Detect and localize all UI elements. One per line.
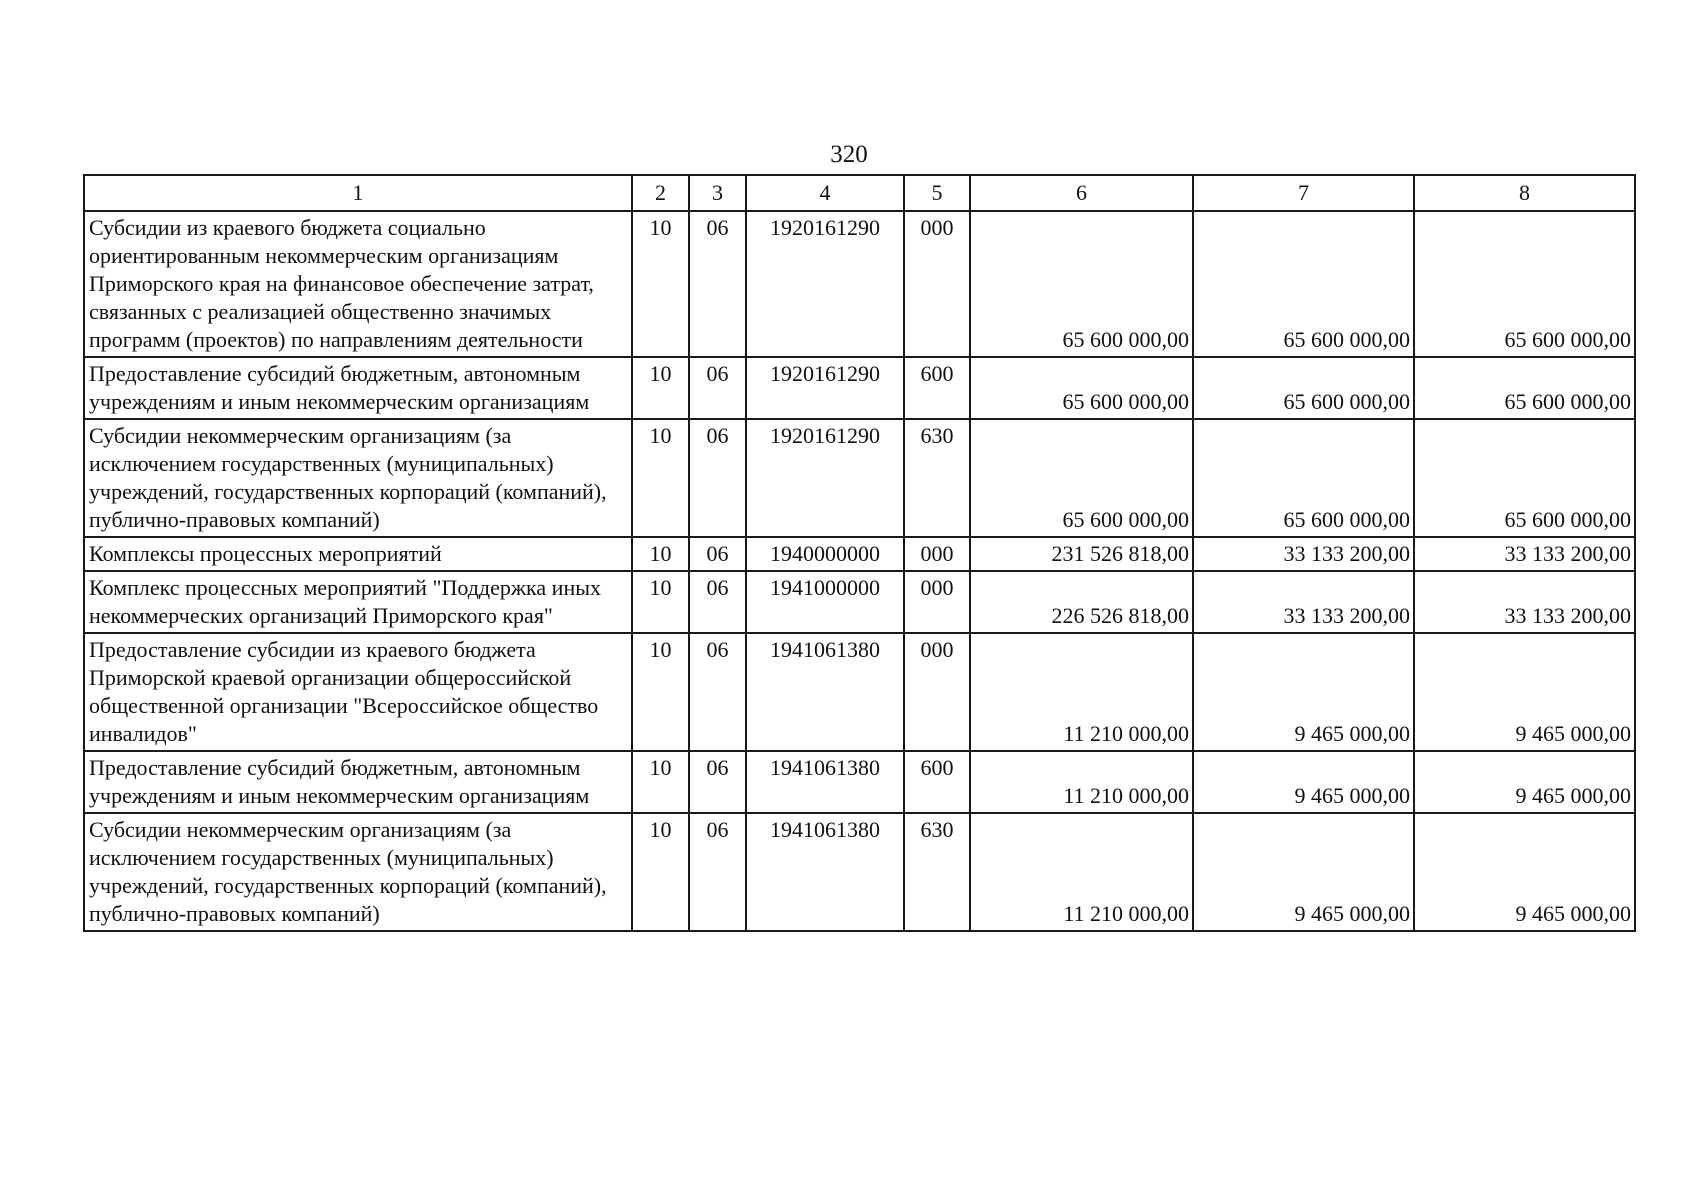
row-target-code: 1920161290 bbox=[746, 211, 904, 357]
row-section: 10 bbox=[632, 571, 689, 633]
row-subsection: 06 bbox=[689, 357, 746, 419]
row-name: Комплексы процессных мероприятий bbox=[84, 537, 632, 571]
header-cell: 6 bbox=[970, 175, 1193, 211]
row-subsection: 06 bbox=[689, 813, 746, 931]
row-amount-8: 9 465 000,00 bbox=[1414, 751, 1635, 813]
row-amount-7: 65 600 000,00 bbox=[1193, 419, 1414, 537]
row-amount-7: 9 465 000,00 bbox=[1193, 751, 1414, 813]
row-amount-6: 11 210 000,00 bbox=[970, 751, 1193, 813]
row-expense-type: 600 bbox=[904, 751, 970, 813]
row-expense-type: 630 bbox=[904, 419, 970, 537]
row-subsection: 06 bbox=[689, 633, 746, 751]
row-amount-6: 65 600 000,00 bbox=[970, 419, 1193, 537]
row-amount-8: 65 600 000,00 bbox=[1414, 211, 1635, 357]
table-row bbox=[84, 357, 1635, 419]
header-cell: 7 bbox=[1193, 175, 1414, 211]
row-amount-6: 11 210 000,00 bbox=[970, 633, 1193, 751]
row-expense-type: 000 bbox=[904, 633, 970, 751]
row-name: Субсидии из краевого бюджета социально ориентированным некоммерческим организациям Приморского края на финансовое обеспечение затрат, связанных с реализацией общественно значимых программ (проектов) по направлениям деятельности bbox=[84, 211, 632, 357]
row-section: 10 bbox=[632, 751, 689, 813]
row-amount-6: 65 600 000,00 bbox=[970, 357, 1193, 419]
row-amount-6: 65 600 000,00 bbox=[970, 211, 1193, 357]
row-expense-type: 000 bbox=[904, 571, 970, 633]
header-cell: 4 bbox=[746, 175, 904, 211]
page-number: 320 bbox=[830, 141, 868, 168]
row-amount-7: 65 600 000,00 bbox=[1193, 357, 1414, 419]
row-amount-6: 11 210 000,00 bbox=[970, 813, 1193, 931]
row-amount-7: 65 600 000,00 bbox=[1193, 211, 1414, 357]
row-amount-7: 9 465 000,00 bbox=[1193, 813, 1414, 931]
row-subsection: 06 bbox=[689, 419, 746, 537]
row-name: Субсидии некоммерческим организациям (за исключением государственных (муниципальных) учреждений, государственных корпораций (компаний), публично-правовых компаний) bbox=[84, 419, 632, 537]
row-section: 10 bbox=[632, 357, 689, 419]
row-amount-6: 226 526 818,00 bbox=[970, 571, 1193, 633]
row-name: Предоставление субсидии из краевого бюджета Приморской краевой организации общероссийской общественной организации "Всероссийское общество инвалидов" bbox=[84, 633, 632, 751]
header-cell: 3 bbox=[689, 175, 746, 211]
table-row bbox=[84, 571, 1635, 633]
table-row bbox=[84, 419, 1635, 537]
row-target-code: 1941061380 bbox=[746, 813, 904, 931]
row-amount-8: 33 133 200,00 bbox=[1414, 571, 1635, 633]
row-section: 10 bbox=[632, 211, 689, 357]
header-cell: 8 bbox=[1414, 175, 1635, 211]
row-target-code: 1941061380 bbox=[746, 751, 904, 813]
row-name: Субсидии некоммерческим организациям (за исключением государственных (муниципальных) учреждений, государственных корпораций (компаний), публично-правовых компаний) bbox=[84, 813, 632, 931]
row-amount-7: 33 133 200,00 bbox=[1193, 537, 1414, 571]
table-row bbox=[84, 537, 1635, 571]
row-amount-7: 9 465 000,00 bbox=[1193, 633, 1414, 751]
row-section: 10 bbox=[632, 537, 689, 571]
row-expense-type: 630 bbox=[904, 813, 970, 931]
row-name: Предоставление субсидий бюджетным, автономным учреждениям и иным некоммерческим организациям bbox=[84, 751, 632, 813]
row-subsection: 06 bbox=[689, 571, 746, 633]
row-target-code: 1920161290 bbox=[746, 419, 904, 537]
table-row bbox=[84, 751, 1635, 813]
row-section: 10 bbox=[632, 419, 689, 537]
row-expense-type: 600 bbox=[904, 357, 970, 419]
row-amount-8: 9 465 000,00 bbox=[1414, 633, 1635, 751]
row-section: 10 bbox=[632, 633, 689, 751]
table-header-row bbox=[84, 175, 1635, 211]
row-subsection: 06 bbox=[689, 211, 746, 357]
header-cell: 2 bbox=[632, 175, 689, 211]
row-target-code: 1940000000 bbox=[746, 537, 904, 571]
budget-table bbox=[83, 174, 1636, 932]
row-subsection: 06 bbox=[689, 751, 746, 813]
row-amount-8: 33 133 200,00 bbox=[1414, 537, 1635, 571]
row-amount-6: 231 526 818,00 bbox=[970, 537, 1193, 571]
row-amount-7: 33 133 200,00 bbox=[1193, 571, 1414, 633]
row-target-code: 1941061380 bbox=[746, 633, 904, 751]
header-cell: 5 bbox=[904, 175, 970, 211]
row-amount-8: 9 465 000,00 bbox=[1414, 813, 1635, 931]
row-target-code: 1920161290 bbox=[746, 357, 904, 419]
row-name: Комплекс процессных мероприятий "Поддержка иных некоммерческих организаций Приморского края" bbox=[84, 571, 632, 633]
row-amount-8: 65 600 000,00 bbox=[1414, 357, 1635, 419]
table-row bbox=[84, 211, 1635, 357]
row-target-code: 1941000000 bbox=[746, 571, 904, 633]
row-section: 10 bbox=[632, 813, 689, 931]
row-amount-8: 65 600 000,00 bbox=[1414, 419, 1635, 537]
row-name: Предоставление субсидий бюджетным, автономным учреждениям и иным некоммерческим организациям bbox=[84, 357, 632, 419]
table-row bbox=[84, 633, 1635, 751]
row-expense-type: 000 bbox=[904, 537, 970, 571]
table-row bbox=[84, 813, 1635, 931]
header-cell: 1 bbox=[84, 175, 632, 211]
row-subsection: 06 bbox=[689, 537, 746, 571]
row-expense-type: 000 bbox=[904, 211, 970, 357]
